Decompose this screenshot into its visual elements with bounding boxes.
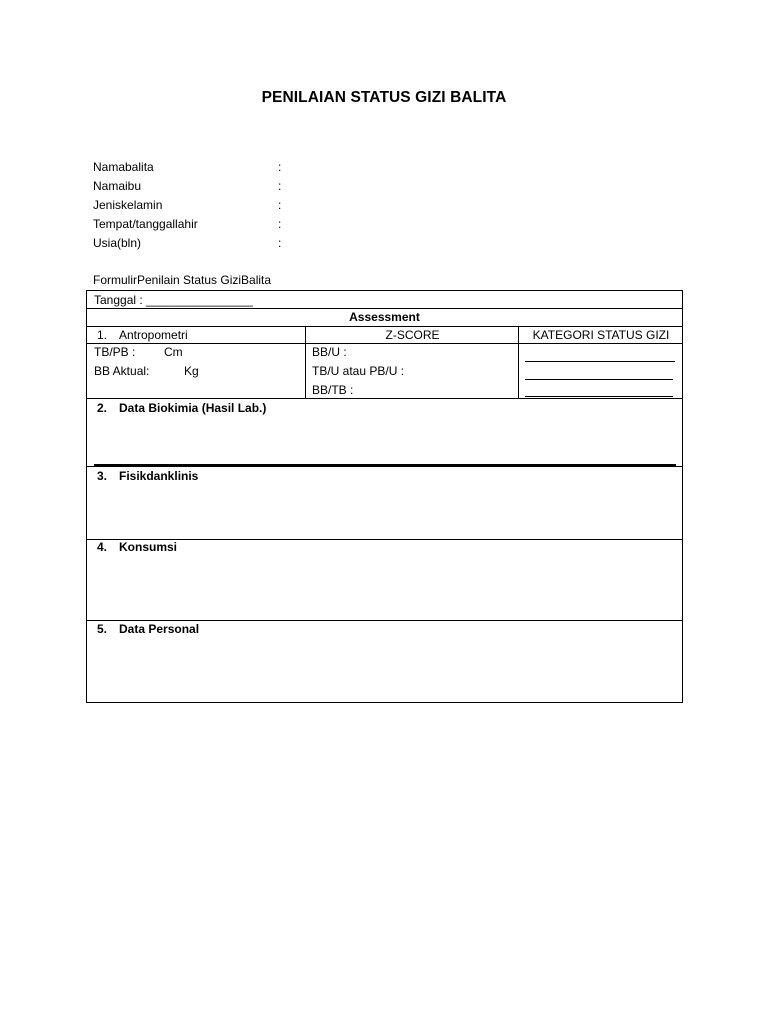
zscore-header: Z-SCORE [385,328,440,342]
section-number: 5. [97,622,108,636]
antropometri-label: Antropometri [119,328,188,342]
zscore-tbu: TB/U atau PB/U : [312,364,405,378]
section-label: Konsumsi [119,540,178,554]
divider [87,466,682,467]
field-separator: : [278,217,282,231]
section-label: Data Personal [119,622,200,636]
section-number: 2. [97,401,108,415]
tbpb-label: TB/PB : [94,345,136,359]
assessment-header: Assessment [349,310,420,324]
section-biokimia [97,400,266,416]
section-number: 1. [97,328,108,342]
kategori-fill-line [525,361,675,362]
field-label: Namabalita [93,160,154,174]
section-number: 4. [97,540,108,554]
kategori-header: KATEGORI STATUS GIZI [532,328,670,342]
bb-unit: Kg [184,364,199,378]
field-label: Usia(bln) [93,236,142,250]
field-label: Jeniskelamin [93,198,163,212]
tbpb-unit: Cm [164,345,183,359]
kategori-fill-line [525,396,673,397]
field-separator: : [278,198,282,212]
form-caption: FormulirPenilain Status GiziBalita [93,273,272,287]
section-data-personal [97,621,199,637]
page-title: PENILAIAN STATUS GIZI BALITA [261,89,507,106]
column-divider [518,326,519,398]
section-label: Data Biokimia (Hasil Lab.) [119,401,267,415]
zscore-bbtb: BB/TB : [312,383,354,397]
bb-label: BB Aktual: [94,364,150,378]
field-label: Namaibu [93,179,142,193]
zscore-bbu: BB/U : [312,345,347,359]
column-divider [305,326,306,398]
field-separator: : [278,160,282,174]
antropometri-header [97,327,188,343]
field-separator: : [278,179,282,193]
section-label: Fisikdanklinis [119,469,199,483]
date-label: Tanggal : ________________ [94,293,253,307]
section-konsumsi [97,539,177,555]
section-number: 3. [97,469,108,483]
field-separator: : [278,236,282,250]
assessment-form [86,290,683,703]
kategori-fill-line [525,379,673,380]
section-fisik-klinis [97,468,198,484]
divider [87,398,682,399]
field-label: Tempat/tanggallahir [93,217,198,231]
